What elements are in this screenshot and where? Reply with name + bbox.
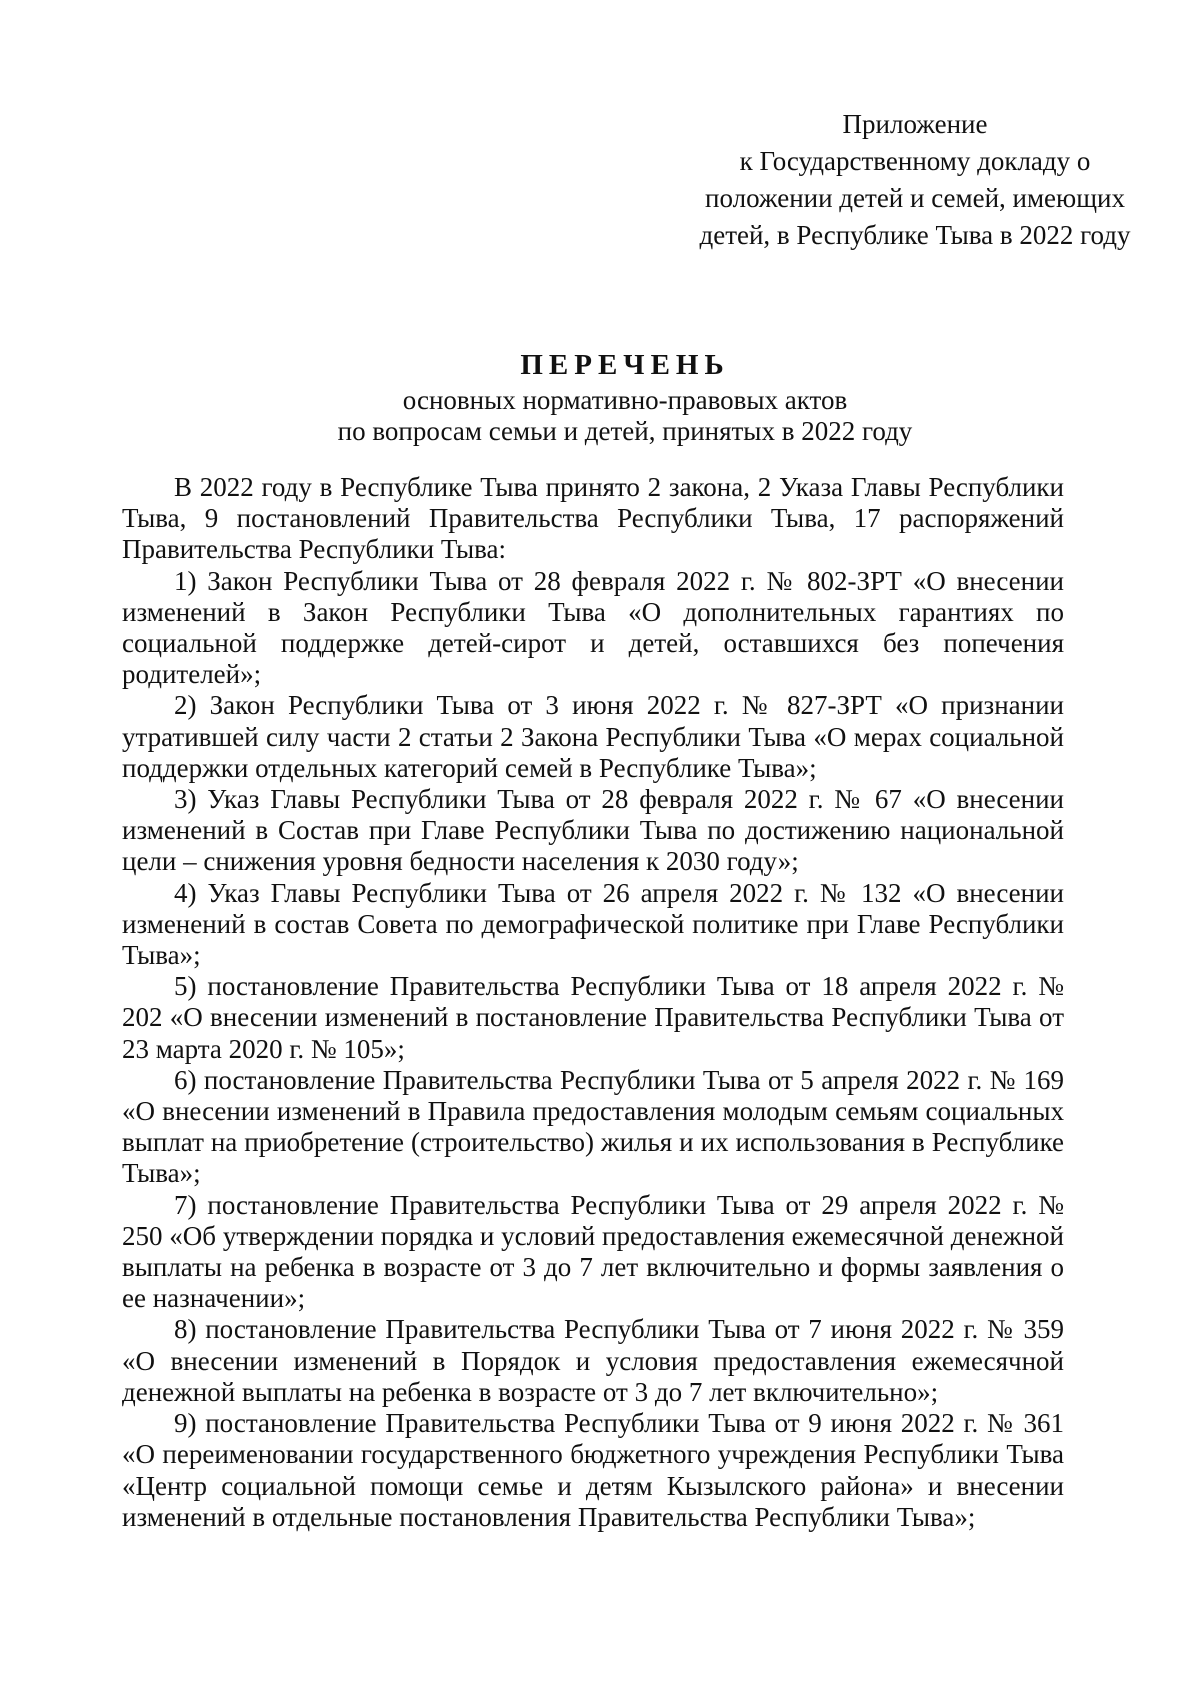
document-body bbox=[122, 472, 1064, 1533]
list-item: 7) постановление Правительства Республики Тыва от 29 апреля 2022 г. № 250 «Об утверждении порядка и условий предоставления ежемесячной денежной выплаты на ребенка в возрасте от 3 до 7 лет включительно и формы заявления о ее назначении»; bbox=[122, 1189, 1064, 1314]
list-item: 5) постановление Правительства Республики Тыва от 18 апреля 2022 г. № 202 «О внесении изменений в постановление Правительства Республики Тыва от 23 марта 2020 г. № 105»; bbox=[122, 971, 1064, 1064]
list-item: 2) Закон Республики Тыва от 3 июня 2022 г. № 827-ЗРТ «О признании утратившей силу части 2 статьи 2 Закона Республики Тыва «О мерах социальной поддержки отдельных категорий семей в Республике Тыва»; bbox=[122, 690, 1064, 783]
list-item: 8) постановление Правительства Республики Тыва от 7 июня 2022 г. № 359 «О внесении изменений в Порядок и условия предоставления ежемесячной денежной выплаты на ребенка в возрасте от 3 до 7 лет включительно»; bbox=[122, 1314, 1064, 1407]
document-subtitle-line: по вопросам семьи и детей, принятых в 2022 году bbox=[337, 416, 913, 446]
list-item: 1) Закон Республики Тыва от 28 февраля 2022 г. № 802-ЗРТ «О внесении изменений в Закон Республики Тыва «О дополнительных гарантиях по социальной поддержке детей-сирот и детей, оставшихся без попечения родителей»; bbox=[122, 565, 1064, 690]
intro-paragraph: В 2022 году в Республике Тыва принято 2 закона, 2 Указа Главы Республики Тыва, 9 постановлений Правительства Республики Тыва, 17 распоряжений Правительства Республики Тыва: bbox=[122, 472, 1064, 565]
list-item: 9) постановление Правительства Республики Тыва от 9 июня 2022 г. № 361 «О переименовании государственного бюджетного учреждения Республики Тыва «Центр социальной помощи семье и детям Кызылского района» и внесении изменений в отдельные постановления Правительства Республики Тыва»; bbox=[122, 1408, 1064, 1532]
document-title-block bbox=[200, 345, 1050, 447]
attachment-line: к Государственному докладу о bbox=[739, 146, 1091, 176]
document-title: ПЕРЕЧЕНЬ bbox=[520, 349, 730, 381]
attachment-note bbox=[680, 106, 1150, 254]
attachment-line: положении детей и семей, имеющих bbox=[705, 183, 1125, 213]
attachment-line: детей, в Республике Тыва в 2022 году bbox=[699, 220, 1131, 250]
list-item: 4) Указ Главы Республики Тыва от 26 апреля 2022 г. № 132 «О внесении изменений в состав Совета по демографической политике при Главе Республики Тыва»; bbox=[122, 877, 1064, 971]
list-item: 6) постановление Правительства Республики Тыва от 5 апреля 2022 г. № 169 «О внесении изменений в Правила предоставления молодым семьям социальных выплат на приобретение (строительство) жилья и их использования в Республике Тыва»; bbox=[122, 1064, 1064, 1189]
document-subtitle-line: основных нормативно-правовых актов bbox=[402, 385, 848, 415]
list-item: 3) Указ Главы Республики Тыва от 28 февраля 2022 г. № 67 «О внесении изменений в Состав при Главе Республики Тыва по достижению национальной цели – снижения уровня бедности населения к 2030 году»; bbox=[122, 784, 1064, 877]
attachment-line: Приложение bbox=[842, 109, 988, 139]
